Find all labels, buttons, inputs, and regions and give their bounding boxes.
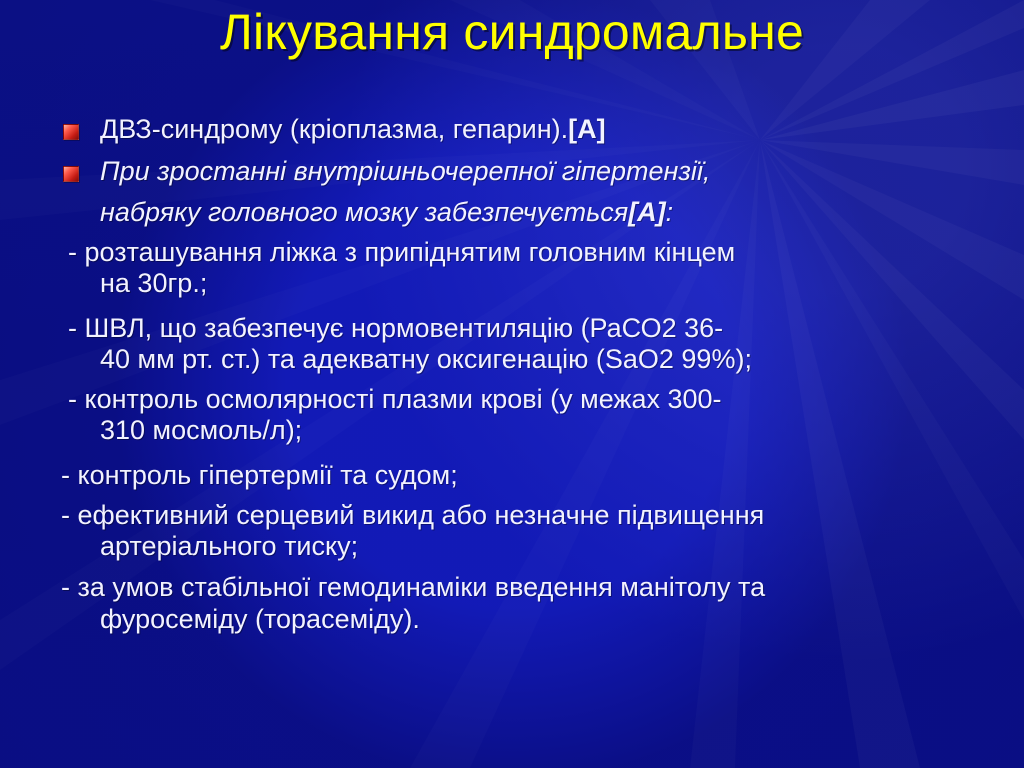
item-5-line-1: - ефективний серцевий викид або незначне підвищення bbox=[61, 500, 765, 530]
item-6-line-2: фуросеміду (торасеміду). bbox=[100, 604, 420, 634]
item-4-line-1: - контроль гіпертермії та судом; bbox=[61, 460, 458, 490]
bullet-1-tag: [А] bbox=[568, 114, 606, 144]
item-5-line-2: артеріального тиску; bbox=[100, 531, 359, 561]
bullet-2-line-2-end: : bbox=[665, 197, 674, 227]
slide-content bbox=[0, 112, 1024, 652]
item-1-line-2: на 30гр.; bbox=[100, 268, 208, 298]
bullet-line-2a bbox=[100, 154, 710, 189]
item-3-line-1: - контроль осмолярності плазми крові (у межах 300- bbox=[68, 384, 722, 414]
bullet-2-line-1: При зростанні внутрішньочерепної гіпертензії, bbox=[100, 156, 711, 186]
bullet-line-2b bbox=[100, 195, 673, 230]
item-2-line-2: 40 мм рт. ст.) та адекватну оксигенацію (SаО2 99%); bbox=[100, 344, 752, 374]
slide-title: Лікування синдромальне bbox=[220, 4, 804, 60]
item-1-line-1: - розташування ліжка з припіднятим головним кінцем bbox=[68, 237, 736, 267]
item-3-line-2: 310 мосмоль/л); bbox=[100, 415, 303, 445]
bullet-1-text: ДВЗ-синдрому (кріоплазма, гепарин). bbox=[100, 114, 569, 144]
bullet-line-1 bbox=[100, 112, 606, 147]
item-2-line-1: - ШВЛ, що забезпечує нормовентиляцію (РаСО2 36- bbox=[68, 313, 724, 343]
bullet-2-line-2-tag: [А] bbox=[628, 197, 666, 227]
bullet-2-line-2-text: набряку головного мозку забезпечується bbox=[100, 197, 629, 227]
bullet-square-icon bbox=[63, 166, 79, 182]
item-6-line-1: - за умов стабільної гемодинаміки введення манітолу та bbox=[61, 572, 766, 602]
bullet-square-icon bbox=[63, 124, 79, 140]
